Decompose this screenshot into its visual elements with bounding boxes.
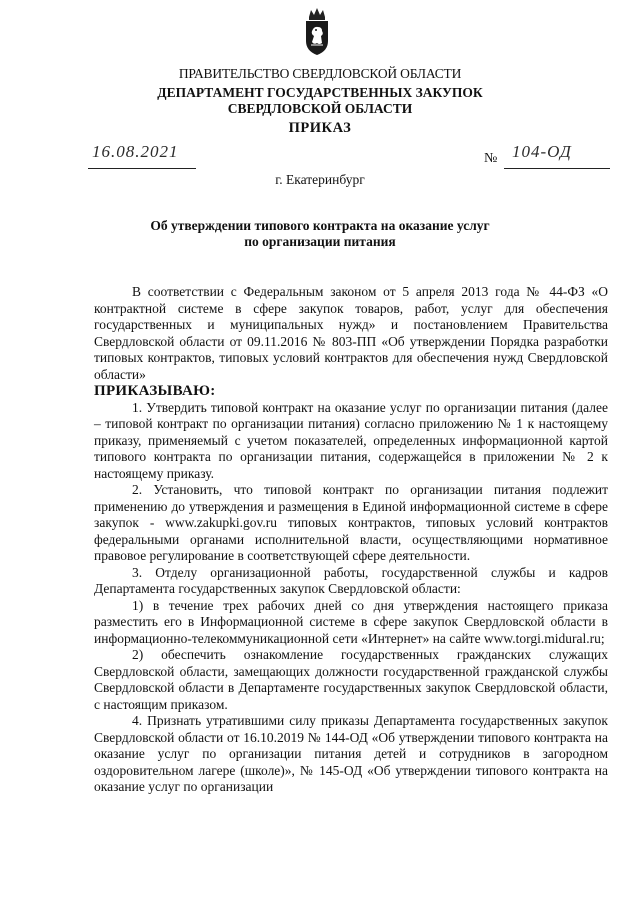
document-title-line2: по организации питания (244, 234, 396, 249)
intro-paragraph: В соответствии с Федеральным законом от 5 апреля 2013 года № 44-ФЗ «О контрактной системе в сфере закупок товаров, работ, услуг для обеспечения государственных и муниципальных нужд» и постановлением Правительства Свердловской области от 09.11.2016 № 803-ПП «Об утверждении Порядка разработки типовых контрактов, типовых условий контрактов для обеспечения нужд Свердловской области» (94, 284, 608, 382)
number-label: № (484, 151, 498, 166)
department-name-line1: ДЕПАРТАМЕНТ ГОСУДАРСТВЕННЫХ ЗАКУПОК (157, 85, 483, 100)
sverdlovsk-coat-of-arms-icon (303, 7, 331, 57)
orders-heading: ПРИКАЗЫВАЮ: (94, 383, 216, 399)
order-item-2: 2. Установить, что типовой контракт по организации питания подлежит применению до утверждения и размещения в Единой информационной системе в сфере закупок - www.zakupki.gov.ru типовых контрактов, типовых условий контрактов федеральными органами исполнительной власти, осуществляющими нормативное правовое регулирование в соответствующей сфере деятельности. (94, 482, 608, 563)
order-date: 16.08.2021 (92, 142, 179, 161)
document-body (94, 284, 608, 796)
government-name: ПРАВИТЕЛЬСТВО СВЕРДЛОВСКОЙ ОБЛАСТИ (178, 66, 462, 81)
order-item-3-2: 2) обеспечить ознакомление государственных гражданских служащих Свердловской области, замещающих должности государственной гражданской службы Свердловской области в Департаменте государственных закупок Свердловской области, с настоящим приказом. (94, 647, 608, 712)
order-item-4: 4. Признать утратившими силу приказы Департамента государственных закупок Свердловской области от 16.10.2019 № 144-ОД «Об утверждении типового контракта на оказание услуг по организации питания детей и сотрудников в загородном оздоровительном лагере (школе)», № 145-ОД «Об утверждении типового контракта на оказание услуг по организации (94, 713, 608, 794)
document-type: ПРИКАЗ (288, 120, 352, 136)
order-item-3: 3. Отделу организационной работы, государственной службы и кадров Департамента государственных закупок Свердловской области: (94, 564, 608, 596)
order-item-3-1: 1) в течение трех рабочих дней со дня утверждения настоящего приказа разместить его в Информационной системе в сфере закупок Свердловской области в информационно-телекоммуникационной сети «Интернет» на сайте www.torgi.midural.ru; (94, 597, 608, 646)
order-item-1: 1. Утвердить типовой контракт на оказание услуг по организации питания (далее – типовой контракт по организации питания) согласно приложению № 1 к настоящему приказу, применяемый с учетом показателей, определенных информационной картой типового контракта по организации питания, содержащейся в приложении № 2 к настоящему приказу. (94, 399, 608, 481)
department-name-line2: СВЕРДЛОВСКОЙ ОБЛАСТИ (227, 101, 413, 116)
document-title-line1: Об утверждении типового контракта на оказание услуг (150, 218, 490, 233)
document-title (0, 218, 640, 250)
order-number: 104-ОД (512, 142, 572, 161)
city: г. Екатеринбург (275, 172, 365, 187)
